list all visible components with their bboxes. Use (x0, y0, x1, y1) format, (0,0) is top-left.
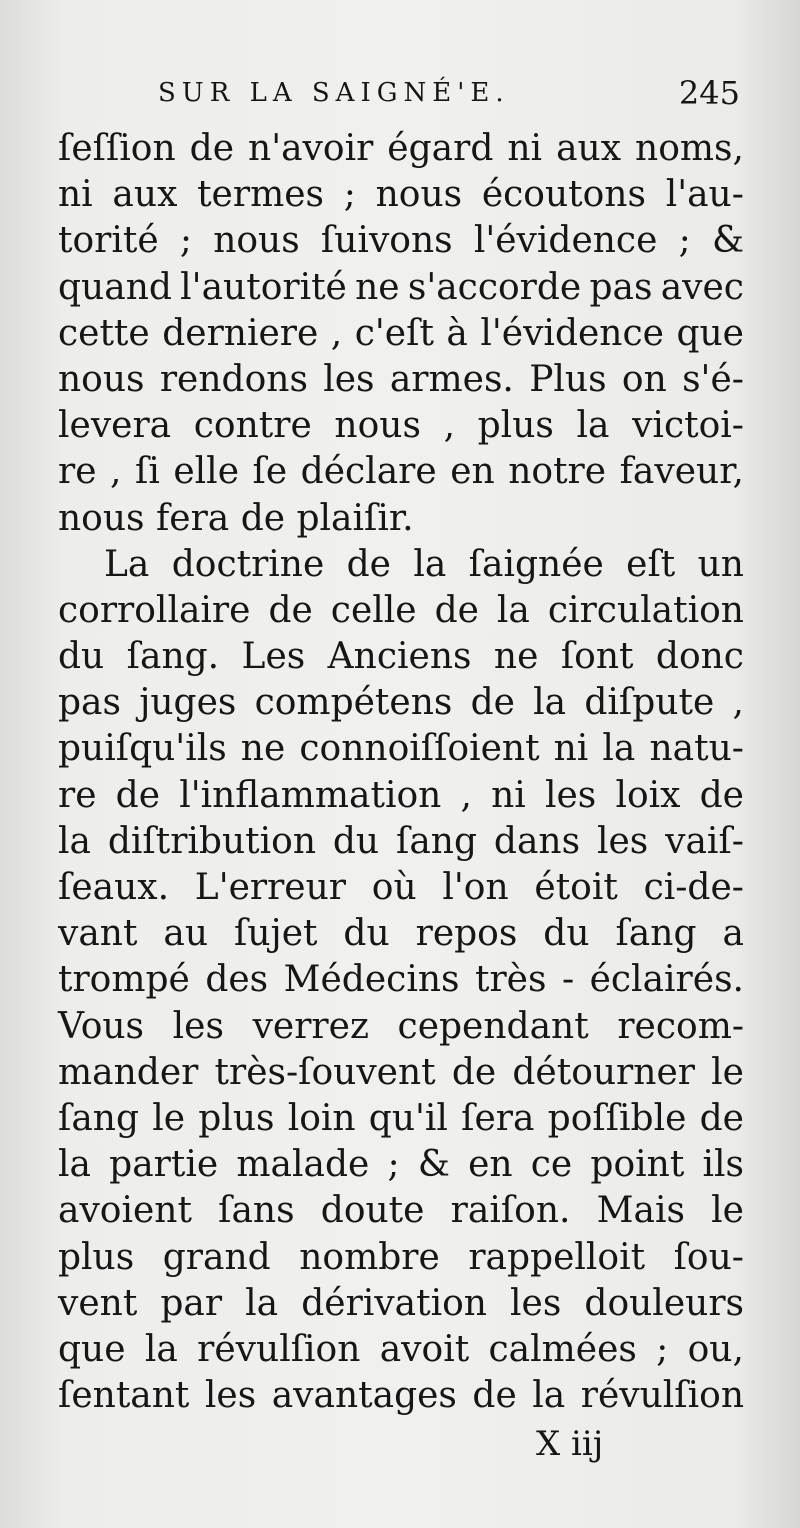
word: faveur, (619, 451, 744, 493)
word: rappelloit (468, 1236, 646, 1278)
word: armes. (389, 358, 514, 400)
word: un (697, 543, 744, 585)
word: ſans (218, 1190, 295, 1232)
word: la (533, 682, 567, 724)
word: , (460, 774, 472, 816)
word: derniere (162, 312, 319, 354)
word: à (446, 312, 468, 354)
word: Mais (596, 1190, 685, 1232)
word: on (621, 358, 667, 400)
word: de (434, 589, 479, 631)
word: ni (553, 728, 589, 770)
word: & (417, 1144, 450, 1186)
word: cette (58, 312, 150, 354)
word: loin (287, 1097, 356, 1139)
word: partie (109, 1144, 219, 1186)
word: de (472, 1375, 517, 1417)
word: les (172, 1005, 224, 1047)
word: ; (678, 220, 691, 262)
word: mander (58, 1051, 199, 1093)
word: , (330, 312, 343, 354)
word: loix (615, 774, 681, 816)
text-line (58, 726, 744, 772)
word: rendons (159, 358, 308, 400)
word: Plus (529, 358, 607, 400)
text-line (58, 1096, 744, 1142)
word: de (346, 543, 391, 585)
word: la (496, 589, 530, 631)
word: dans (493, 820, 581, 862)
word: termes (197, 174, 324, 216)
word: déclare (300, 451, 437, 493)
word: le (711, 1190, 744, 1232)
text-line (58, 1235, 744, 1281)
text-line (58, 403, 744, 449)
word: au (163, 913, 209, 955)
word: a (722, 913, 744, 955)
word: des (205, 959, 269, 1001)
word: ce (530, 1144, 573, 1186)
word: noms, (635, 128, 744, 169)
word: ni (507, 128, 543, 169)
word: étoit (534, 867, 618, 908)
text-line (58, 865, 744, 911)
word: par (160, 1282, 223, 1324)
word: pas (589, 266, 653, 308)
word: ſe (252, 451, 288, 493)
word: re (58, 774, 97, 816)
word: , (443, 405, 456, 447)
word: vent (58, 1282, 138, 1324)
word: ſang. (126, 636, 220, 678)
word: de (189, 128, 235, 169)
word: ; (343, 174, 356, 216)
word: plus (198, 1097, 275, 1139)
word: les (510, 1282, 562, 1324)
text-line (58, 218, 744, 264)
word: la (245, 1282, 279, 1324)
word: circulation (547, 589, 744, 631)
text-line (58, 634, 744, 680)
word: recom- (617, 1005, 744, 1047)
word: ſentant (58, 1375, 190, 1417)
word: de (470, 682, 515, 724)
word: grand (162, 1236, 271, 1278)
word: torité (58, 220, 159, 262)
word: avoient (58, 1190, 192, 1232)
word: la (58, 820, 91, 862)
text-line (58, 1004, 744, 1050)
word: aux (112, 174, 178, 216)
text-line (58, 265, 744, 311)
text-line (58, 1281, 744, 1327)
word: doctrine (171, 543, 325, 585)
word: avoit (379, 1328, 470, 1370)
word: poſſible (547, 1097, 687, 1139)
word: de (699, 1097, 744, 1139)
text-line (58, 1373, 744, 1419)
word: cependant (397, 1005, 589, 1047)
word: n'avoir (248, 128, 374, 169)
word: nous (334, 405, 421, 447)
word: c'eſt (354, 312, 434, 354)
word: les (544, 774, 597, 816)
word: la (144, 1328, 178, 1370)
word: nous (58, 358, 145, 400)
word: du (343, 913, 390, 955)
word: ſang (396, 820, 478, 862)
page-header (150, 70, 740, 120)
text-line (58, 1327, 744, 1373)
word: avec (660, 266, 744, 308)
word: ci-de- (643, 867, 744, 908)
text-line (58, 773, 744, 819)
text-line (58, 588, 744, 634)
word: La (104, 543, 150, 585)
word: ſeſſion (58, 128, 176, 169)
text-line (58, 449, 744, 495)
body-text (58, 126, 744, 1419)
word: connoiſſoient (299, 728, 540, 770)
word: raiſon. (450, 1190, 571, 1232)
word: ; (179, 220, 192, 262)
word: , (732, 682, 744, 724)
word: avantages (271, 1375, 457, 1417)
word: du (332, 820, 380, 862)
word: notre (508, 451, 607, 493)
word: révulſion (580, 1375, 744, 1417)
word: révulſion (197, 1328, 361, 1370)
word: plus (58, 1236, 135, 1278)
text-line (58, 819, 744, 865)
word: malade (236, 1144, 370, 1186)
text-line (58, 126, 744, 172)
word: trompé (58, 959, 190, 1001)
word: l'on (442, 867, 509, 908)
word: s'é- (682, 358, 744, 400)
word: ſang (615, 913, 697, 955)
word: diſpute (584, 682, 715, 724)
word: & (711, 220, 744, 262)
word: ſang (58, 1097, 140, 1139)
word: la (413, 543, 447, 585)
word: verrez (252, 1005, 369, 1047)
text-line (58, 957, 744, 1003)
word: ſeaux. (58, 867, 170, 908)
word: ; (656, 1328, 669, 1370)
word: ils (702, 1144, 744, 1186)
word: ne (493, 636, 539, 678)
word: Vous (58, 1005, 145, 1047)
word: la (602, 728, 636, 770)
word: la (532, 1375, 566, 1417)
word: l'évidence (480, 312, 664, 354)
word: diſtribution (107, 820, 317, 862)
word: vant (58, 913, 138, 955)
word: Anciens (327, 636, 472, 678)
word: natu- (649, 728, 744, 770)
word: le (711, 1051, 744, 1093)
word: les (596, 820, 649, 862)
text-line (58, 1142, 744, 1188)
word: ſera (461, 1097, 535, 1139)
word: levera (58, 405, 172, 447)
word: calmées (488, 1328, 637, 1370)
word: ne (355, 266, 400, 308)
word: pas (58, 682, 121, 724)
word: elle (173, 451, 239, 493)
word: victoi- (632, 405, 744, 447)
text-line (58, 542, 744, 588)
word: dérivation (301, 1282, 487, 1324)
text-line (58, 357, 744, 403)
word: écoutons (481, 174, 646, 216)
word: s'accorde (407, 266, 582, 308)
word: que (676, 312, 744, 354)
running-head: SUR LA SAIGNÉ'E. (158, 78, 510, 108)
word: ſuivons (320, 220, 453, 262)
word: éclairés. (589, 959, 744, 1001)
word: - (561, 959, 575, 1001)
word: nous (375, 174, 463, 216)
word: quand (58, 266, 172, 308)
word: contre (193, 405, 312, 447)
text-line (58, 172, 744, 218)
word: en (450, 451, 495, 493)
word: ni (491, 774, 526, 816)
word: le (152, 1097, 186, 1139)
word: aux (556, 128, 622, 169)
word: vaiſ- (665, 820, 744, 862)
word: où (371, 867, 417, 908)
word: qu'il (368, 1097, 448, 1139)
word: donc (655, 636, 744, 678)
word: du (543, 913, 590, 955)
word: ſont (560, 636, 634, 678)
word: Médecins (283, 959, 460, 1001)
word: de (268, 589, 313, 631)
word: corrollaire (58, 589, 251, 631)
word: ni (58, 174, 93, 216)
word: en (468, 1144, 513, 1186)
word: égard (387, 128, 494, 169)
word: très-ſouvent (214, 1051, 436, 1093)
signature-mark: X iij (536, 1424, 604, 1464)
word: eſt (626, 543, 676, 585)
word: ſaignée (468, 543, 604, 585)
word: la (576, 405, 610, 447)
text-line: nous fera de plaiſir. (58, 497, 414, 539)
word: point (590, 1144, 685, 1186)
word: les (204, 1375, 257, 1417)
word: L'erreur (194, 867, 347, 908)
word: détourner (512, 1051, 695, 1093)
text-line (58, 680, 744, 726)
word: douleurs (584, 1282, 744, 1324)
word: juges (139, 682, 237, 724)
text-line (58, 1188, 744, 1234)
word: que (58, 1328, 126, 1370)
word: doute (320, 1190, 425, 1232)
word: ou, (687, 1328, 744, 1370)
word: ; (387, 1144, 400, 1186)
word: Les (241, 636, 306, 678)
word: , (110, 451, 122, 493)
page-number: 245 (678, 74, 740, 112)
word: les (323, 358, 375, 400)
word: très (474, 959, 547, 1001)
word: compétens (254, 682, 453, 724)
word: ſou- (673, 1236, 744, 1278)
word: nous (213, 220, 300, 262)
word: de (451, 1051, 497, 1093)
word: de (115, 774, 161, 816)
word: repos (415, 913, 518, 955)
word: puiſqu'ils (58, 728, 227, 770)
word: de (699, 774, 744, 816)
word: l'autorité (180, 266, 347, 308)
word: celle (330, 589, 417, 631)
word: re (58, 451, 97, 493)
word: l'évidence (473, 220, 658, 262)
word: ſi (135, 451, 160, 493)
text-line (58, 311, 744, 357)
word: l'inflammation (179, 774, 442, 816)
text-line (58, 911, 744, 957)
word: nombre (299, 1236, 440, 1278)
word: plus (477, 405, 554, 447)
word: ne (240, 728, 286, 770)
word: la (58, 1144, 91, 1186)
word: l'au- (665, 174, 744, 216)
word: du (58, 636, 105, 678)
word: ſujet (234, 913, 318, 955)
text-line (58, 1050, 744, 1096)
